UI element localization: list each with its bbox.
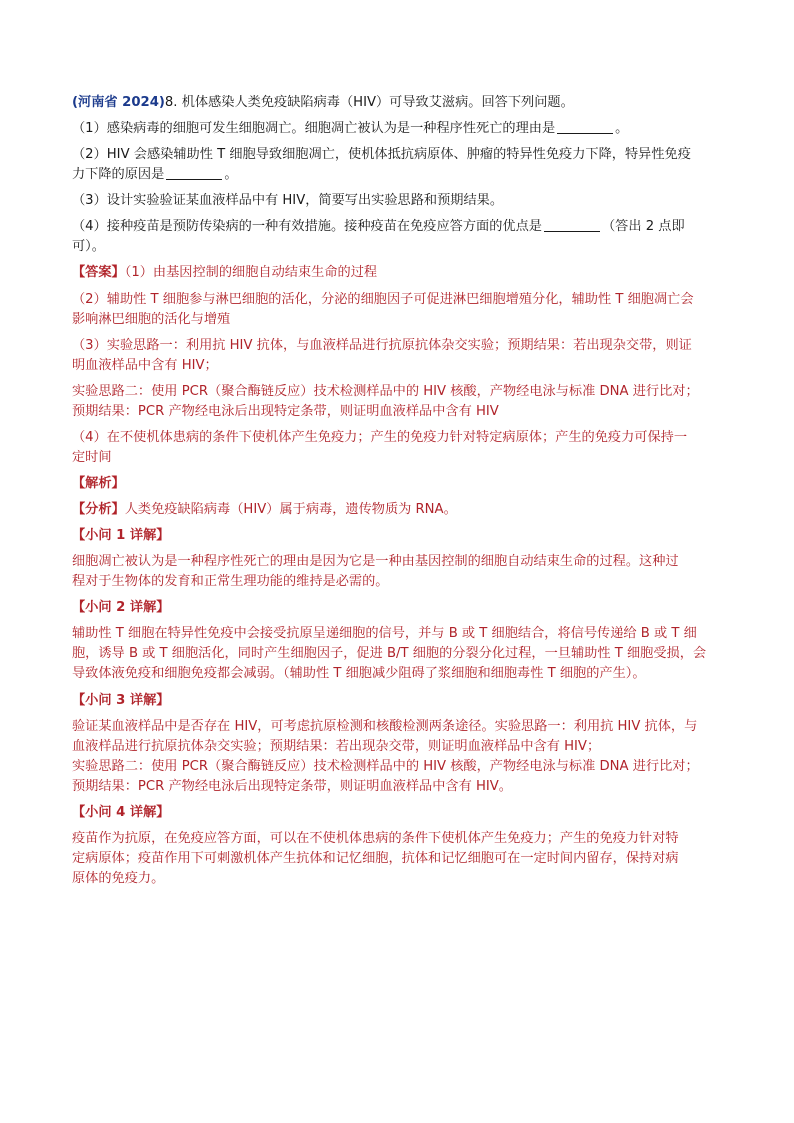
answer-blank-4 — [544, 217, 600, 232]
sub-question-3: （3）设计实验验证某血液样品中有 HIV，简要写出实验思路和预期结果。 — [72, 193, 504, 209]
answer-1-text: （1）由基因控制的细胞自动结束生命的过程 — [124, 265, 378, 281]
question-text: 机体感染人类免疫缺陷病毒（HIV）可导致艾滋病。回答下列问题。 — [181, 95, 574, 110]
answer-4-line-1: （4）在不使机体患病的条件下使机体产生免疫力；产生的免疫力针对特定病原体；产生的免疫力可保持一 — [72, 429, 688, 445]
detail-2-line-2: 胞，诱导 B 或 T 细胞活化，同时产生细胞因子，促进 B/T 细胞的分裂分化过程，一旦辅助性 T 细胞受损，会 — [72, 646, 707, 662]
answer-4-line-2: 定时间 — [72, 449, 112, 465]
detail-4-line-3: 原体的免疫力。 — [72, 870, 165, 886]
sub-question-2-end: 。 — [224, 167, 238, 183]
sub-question-1-end: 。 — [615, 121, 629, 137]
detail-2 — [72, 624, 724, 684]
question-source: (河南省 2024) — [72, 95, 165, 110]
detail-4-tag: 【小问 4 详解】 — [72, 804, 170, 820]
sub-question-4-end: 可）。 — [72, 239, 105, 255]
analysis-summary — [72, 500, 724, 520]
sub-question-4 — [72, 217, 724, 257]
answer-2-line-1: （2）辅助性 T 细胞参与淋巴细胞的活化，分泌的细胞因子可促进淋巴细胞增殖分化，辅助性 T 细胞凋亡会 — [72, 291, 694, 307]
detail-1-line-1: 细胞凋亡被认为是一种程序性死亡的理由是因为它是一种由基因控制的细胞自动结束生命的过程。这种过 — [72, 554, 679, 570]
sub-question-1 — [72, 119, 724, 139]
detail-4-line-2: 定病原体；疫苗作用下可刺激机体产生抗体和记忆细胞，抗体和记忆细胞可在一定时间内留存，保持对病 — [72, 850, 679, 866]
answer-3-line-3: 实验思路二：使用 PCR（聚合酶链反应）技术检测样品中的 HIV 核酸，产物经电泳与标准 DNA 进行比对； — [72, 383, 699, 399]
answer-3-line-2: 明血液样品中含有 HIV； — [72, 357, 218, 373]
answer-4 — [72, 428, 724, 468]
sub-question-4-text: （4）接种疫苗是预防传染病的一种有效措施。接种疫苗在免疫应答方面的优点是 — [72, 219, 542, 235]
detail-4 — [72, 829, 724, 889]
summary-tag: 【分析】 — [72, 502, 125, 518]
detail-3-line-1: 验证某血液样品中是否存在 HIV，可考虑抗原检测和核酸检测两条途径。实验思路一：利用抗 HIV 抗体，与 — [72, 718, 698, 734]
detail-3-tag: 【小问 3 详解】 — [72, 692, 170, 708]
detail-2-line-1: 辅助性 T 细胞在特异性免疫中会接受抗原呈递细胞的信号，并与 B 或 T 细胞结合，将信号传递给 B 或 T 细 — [72, 626, 697, 642]
answer-1 — [72, 263, 724, 283]
answer-2 — [72, 290, 724, 330]
detail-1-line-2: 程对于生物体的发育和正常生理功能的维持是必需的。 — [72, 574, 389, 590]
detail-3-line-2: 血液样品进行抗原抗体杂交实验；预期结果：若出现杂交带，则证明血液样品中含有 HIV； — [72, 738, 601, 754]
answer-3-line-4: 预期结果：PCR 产物经电泳后出现特定条带，则证明血液样品中含有 HIV — [72, 403, 499, 419]
answer-blank-1 — [557, 119, 613, 134]
sub-question-2-text-cont: 力下降的原因是 — [72, 167, 165, 183]
detail-3 — [72, 717, 724, 797]
document-page — [72, 93, 724, 895]
sub-question-1-text: （1）感染病毒的细胞可发生细胞凋亡。细胞凋亡被认为是一种程序性死亡的理由是 — [72, 121, 556, 137]
question-stem — [72, 93, 724, 113]
answer-2-line-2: 影响淋巴细胞的活化与增殖 — [72, 311, 231, 327]
sub-question-4-note: （答出 2 点即 — [601, 219, 685, 235]
answer-3 — [72, 336, 724, 376]
answer-3-method-2 — [72, 382, 724, 422]
summary-text: 人类免疫缺陷病毒（HIV）属于病毒，遗传物质为 RNA。 — [124, 502, 457, 518]
detail-1-tag: 【小问 1 详解】 — [72, 528, 170, 544]
detail-1 — [72, 552, 724, 592]
answer-blank-2 — [166, 165, 222, 180]
detail-3-line-4: 预期结果：PCR 产物经电泳后出现特定条带，则证明血液样品中含有 HIV。 — [72, 778, 512, 794]
detail-2-line-3: 导致体液免疫和细胞免疫都会减弱。（辅助性 T 细胞减少阻碍了浆细胞和细胞毒性 T 细胞的产生）。 — [72, 666, 646, 682]
sub-question-2 — [72, 145, 724, 185]
sub-question-2-text: （2）HIV 会感染辅助性 T 细胞导致细胞凋亡，使机体抵抗病原体、肿瘤的特异性免疫力下降，特异性免疫 — [72, 147, 691, 163]
question-number: 8. — [164, 95, 178, 110]
answer-tag: 【答案】 — [72, 265, 125, 281]
analysis-tag: 【解析】 — [72, 475, 125, 491]
detail-2-tag: 【小问 2 详解】 — [72, 600, 170, 616]
detail-4-line-1: 疫苗作为抗原，在免疫应答方面，可以在不使机体患病的条件下使机体产生免疫力；产生的免疫力针对特 — [72, 830, 679, 846]
answer-3-line-1: （3）实验思路一：利用抗 HIV 抗体，与血液样品进行抗原抗体杂交实验；预期结果：若出现杂交带，则证 — [72, 337, 692, 353]
detail-3-line-3: 实验思路二：使用 PCR（聚合酶链反应）技术检测样品中的 HIV 核酸，产物经电泳与标准 DNA 进行比对； — [72, 758, 699, 774]
